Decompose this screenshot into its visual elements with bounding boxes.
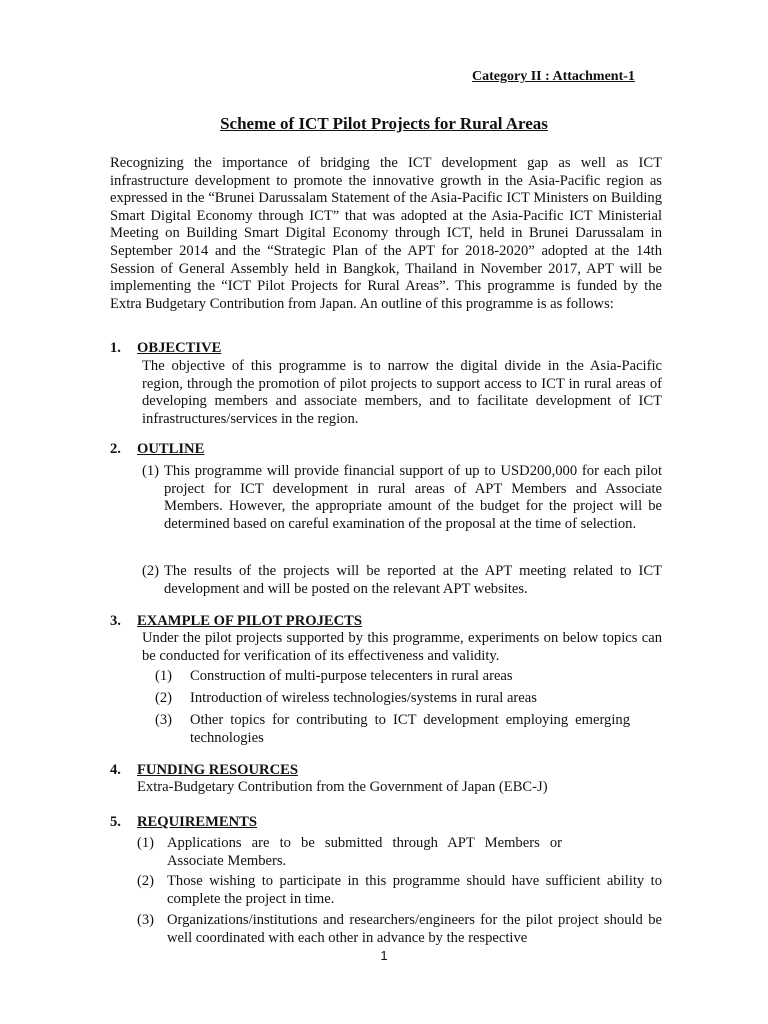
item-number: (1) bbox=[142, 463, 160, 479]
section-1-heading bbox=[110, 340, 221, 357]
item-number: (1) bbox=[137, 835, 155, 851]
item-number: (2) bbox=[155, 690, 173, 706]
section-number: 3. bbox=[110, 613, 121, 629]
list-item bbox=[137, 912, 662, 947]
section-3-body: Under the pilot projects supported by this programme, experiments on below topics can be conducted for verification of its effectiveness and validity. bbox=[142, 630, 662, 664]
section-number: 2. bbox=[110, 441, 121, 457]
item-text: Organizations/institutions and researchers/engineers for the pilot project should be well coordinated with each other in advance by the respective bbox=[167, 912, 662, 946]
list-item bbox=[137, 873, 662, 908]
item-text: Applications are to be submitted through APT Members or Associate Members. bbox=[167, 835, 562, 869]
section-4-heading bbox=[110, 762, 298, 779]
section-title: FUNDING RESOURCES bbox=[137, 762, 298, 778]
section-2-heading bbox=[110, 441, 204, 458]
item-text: Those wishing to participate in this programme should have sufficient ability to complete the project in time. bbox=[167, 873, 662, 907]
category-label: Category II : Attachment-1 bbox=[472, 69, 635, 84]
page-number: 1 bbox=[380, 948, 388, 963]
item-number: (3) bbox=[137, 912, 155, 928]
item-text: Other topics for contributing to ICT development employing emerging technologies bbox=[190, 712, 630, 746]
intro-paragraph: Recognizing the importance of bridging the ICT development gap as well as ICT infrastructure development to promote the innovative growth in the Asia-Pacific region as expressed in the “Brunei Darussalam Statement of the Asia-Pacific ICT Ministers on Building Smart Digital Economy through ICT” that was adopted at the Asia-Pacific ICT Ministerial Meeting on Building Smart Digital Economy through ICT, held in Brunei Darussalam in September 2014 and the “Strategic Plan of the APT for 2018-2020” adopted at the 14th Session of General Assembly held in Bangkok, Thailand in November 2017, APT will be implementing the “ICT Pilot Projects for Rural Areas”. This programme is funded by the Extra Budgetary Contribution from Japan. An outline of this programme is as follows: bbox=[110, 155, 662, 312]
item-number: (2) bbox=[142, 563, 160, 579]
item-number: (2) bbox=[137, 873, 155, 889]
item-number: (1) bbox=[155, 668, 173, 684]
section-number: 4. bbox=[110, 762, 121, 778]
section-title: OUTLINE bbox=[137, 441, 205, 457]
item-number: (3) bbox=[155, 712, 173, 728]
section-title: OBJECTIVE bbox=[137, 340, 222, 356]
list-item bbox=[142, 563, 662, 598]
section-title: EXAMPLE OF PILOT PROJECTS bbox=[137, 613, 363, 629]
section-5-heading bbox=[110, 814, 257, 831]
section-1-body: The objective of this programme is to narrow the digital divide in the Asia-Pacific region, through the promotion of pilot projects to support access to ICT in rural areas of developing members and associate members, and to facilitate development of ICT infrastructures/services in the region. bbox=[142, 358, 662, 427]
item-text: This programme will provide financial support of up to USD200,000 for each pilot project for ICT development in rural areas of APT Members and Associate Members. However, the appropriate amount of the budget for the project will be determined based on careful examination of the proposal at the time of selection. bbox=[164, 463, 662, 532]
section-title: REQUIREMENTS bbox=[137, 814, 258, 830]
item-text: The results of the projects will be reported at the APT meeting related to ICT development and will be posted on the relevant APT websites. bbox=[164, 563, 662, 597]
list-item bbox=[142, 463, 662, 533]
item-text: Introduction of wireless technologies/systems in rural areas bbox=[190, 690, 537, 706]
section-4-body: Extra-Budgetary Contribution from the Government of Japan (EBC-J) bbox=[137, 779, 548, 795]
item-text: Construction of multi-purpose telecenters in rural areas bbox=[190, 668, 513, 684]
list-item bbox=[155, 712, 630, 747]
section-3-heading bbox=[110, 613, 362, 630]
list-item bbox=[155, 668, 630, 686]
list-item bbox=[137, 835, 662, 870]
list-item bbox=[155, 690, 630, 708]
section-number: 1. bbox=[110, 340, 121, 356]
document-title: Scheme of ICT Pilot Projects for Rural Areas bbox=[220, 114, 548, 133]
section-number: 5. bbox=[110, 814, 121, 830]
